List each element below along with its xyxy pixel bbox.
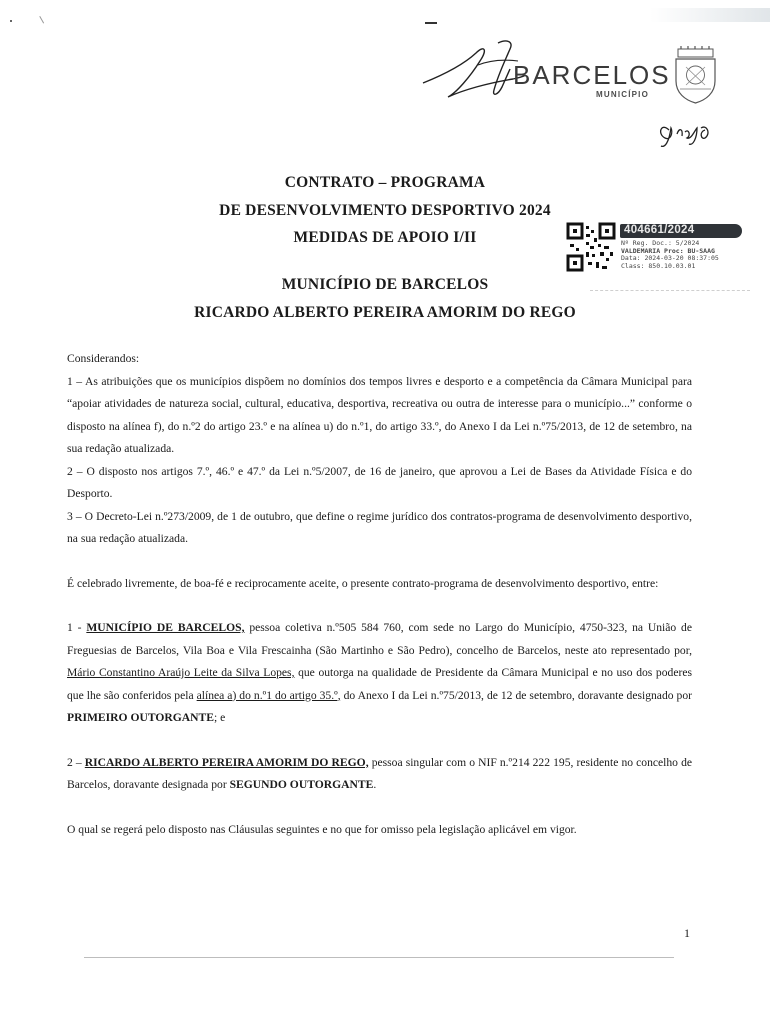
scan-speck	[10, 20, 12, 22]
stamp-details	[621, 240, 719, 270]
stamp-detail-line: Class: 850.10.03.01	[621, 261, 696, 270]
document-body	[67, 348, 692, 841]
closing-statement: O qual se regerá pelo disposto nas Cláusulas seguintes e no que for omisso pela legislação aplicável em vigor.	[67, 822, 577, 836]
scan-artifact-band	[650, 8, 770, 22]
municipal-crest-icon	[668, 45, 723, 105]
document-title-line-2: DE DESENVOLVIMENTO DESPORTIVO 2024	[219, 202, 551, 219]
first-party-text: do Anexo I da Lei n.º75/2013, de 12 de setembro, doravante designado por	[340, 688, 693, 702]
first-party-legal-reference: alínea a) do n.º1 do artigo 35.º,	[196, 688, 341, 702]
stamp-detail-line: Nº Reg. Doc.: 5/2024	[621, 239, 700, 247]
qr-code-icon	[566, 222, 616, 272]
party-title-person: RICARDO ALBERTO PEREIRA AMORIM DO REGO	[194, 304, 576, 321]
first-party-text: pessoa coletiva n.º505 584 760, com sede no Largo do Município, 4750-323, na União de Freguesias de Barcelos, Vila Boa e Vila Frescainha (São Martinho e São Pedro), concelho de Barcelos, neste ato representado por,	[67, 621, 692, 657]
celebration-statement: É celebrado livremente, de boa-fé e reciprocamente aceite, o presente contrato-programa de desenvolvimento desportivo, entre:	[67, 576, 659, 590]
document-title-line-3: MEDIDAS DE APOIO I/II	[293, 229, 477, 246]
handwritten-initials-icon	[655, 116, 725, 152]
second-party-name: RICARDO ALBERTO PEREIRA AMORIM DO REGO,	[84, 755, 369, 769]
scan-speck	[39, 15, 46, 24]
second-party-text: pessoa singular com o NIF n.º214 222 195, residente no concelho de Barcelos, doravante designada por	[67, 755, 693, 791]
first-party-number: 1 -	[67, 621, 87, 634]
stamp-code: 404661/2024	[624, 224, 695, 236]
first-party-end: ; e	[213, 711, 226, 724]
logo-text: BARCELOS	[513, 60, 671, 90]
footer-rule	[84, 957, 674, 958]
page-number: 1	[684, 926, 690, 940]
considerandos-heading: Considerandos:	[67, 352, 140, 365]
stamp-detail-line: Data: 2024-03-20 08:37:05	[621, 254, 719, 262]
stamp-code-badge	[620, 224, 742, 238]
considerando-item-2: 2 – O disposto nos artigos 7.º, 46.º e 47.º da Lei n.º5/2007, de 16 de janeiro, que aprovou a Lei de Bases da Atividade Física e do Desporto.	[67, 464, 692, 500]
first-party-text: que outorga na qualidade de Presidente da Câmara Municipal e no uso dos poderes que lhe são conferidos pela	[67, 666, 692, 702]
scan-speck	[425, 22, 437, 24]
registration-stamp	[566, 222, 756, 274]
logo-subtext: MUNICÍPIO	[596, 90, 650, 99]
second-party-number: 2 –	[67, 755, 85, 769]
first-party-name: MUNICÍPIO DE BARCELOS,	[86, 621, 245, 634]
second-party-paragraph	[67, 752, 692, 797]
party-title-municipality: MUNICÍPIO DE BARCELOS	[281, 276, 489, 293]
first-party-designation: PRIMEIRO OUTORGANTE	[67, 711, 214, 724]
considerando-item-1: 1 – As atribuições que os municípios dispõem no domínios dos tempos livres e desporto e a competência da Câmara Municipal para “apoiar atividades de natureza social, cultural, educativa, desportiva, recreativa ou outra de interesse para o município...” conforme o disposto na alínea f), do n.º2 do artigo 23.º e na alínea u) do n.º1, do artigo 33.º, do Anexo I da Lei n.º75/2013, de 12 de setembro, na sua redação atualizada.	[67, 374, 692, 455]
first-party-representative: Mário Constantino Araújo Leite da Silva Lopes,	[67, 666, 295, 679]
first-party-paragraph	[67, 617, 692, 730]
second-party-designation: SEGUNDO OUTORGANTE	[229, 778, 374, 791]
considerando-item-3: 3 – O Decreto-Lei n.º273/2009, de 1 de outubro, que define o regime jurídico dos contratos-programa de desenvolvimento desportivo, na sua redação atualizada.	[67, 509, 692, 545]
second-party-end: .	[373, 778, 377, 791]
stamp-detail-line: VALDEMARIA Proc: BU-SAAG	[621, 246, 715, 255]
scan-dash-line	[590, 290, 750, 291]
document-title-line-1: CONTRATO – PROGRAMA	[284, 174, 486, 191]
